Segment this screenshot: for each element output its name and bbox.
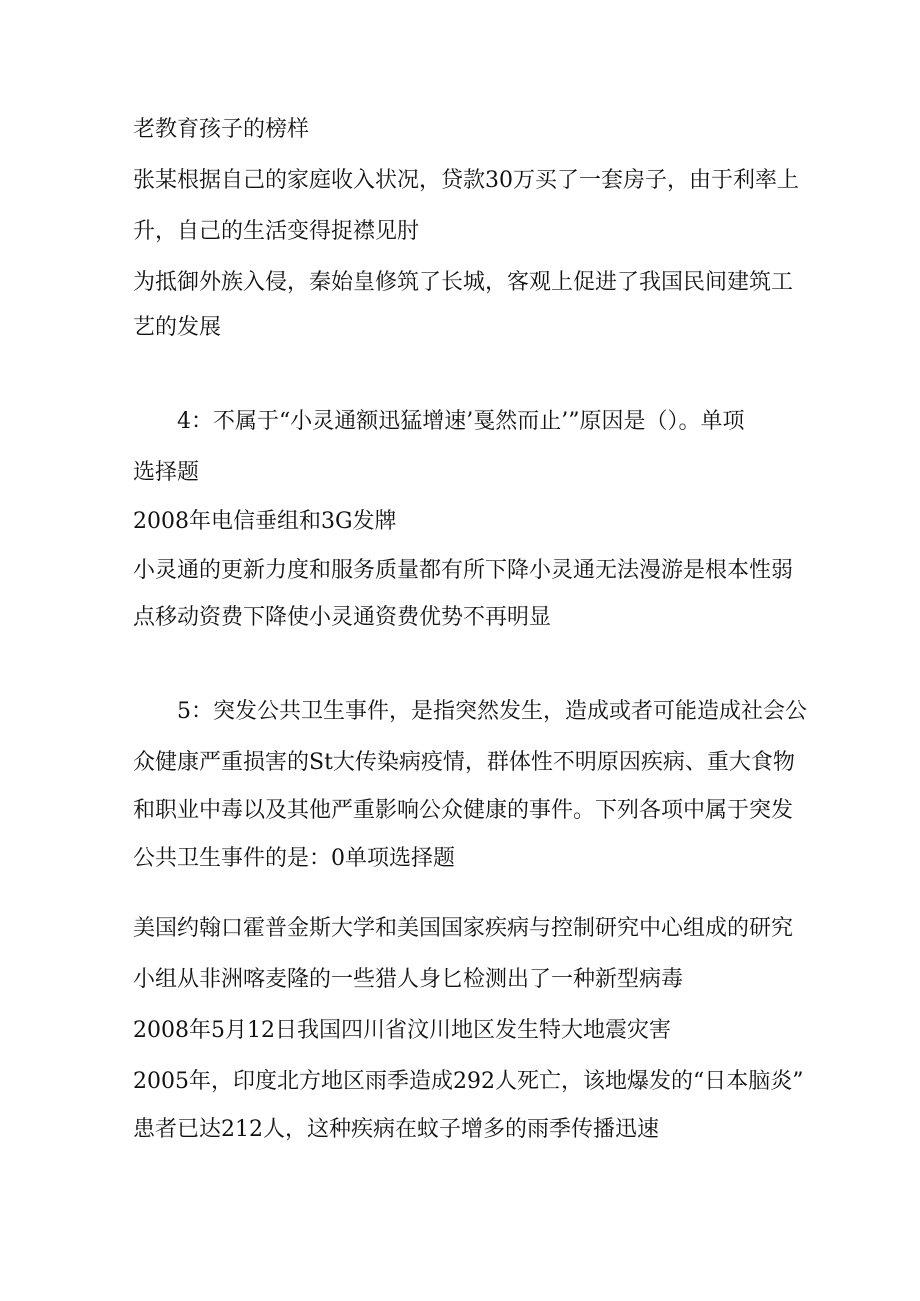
text-line: 和职业中毒以及其他严重影响公众健康的事件。下列各项中属于突发	[133, 798, 794, 823]
text-line: 为抵御外族入侵，秦始皇修筑了长城，客观上促进了我国民间建筑工	[133, 270, 794, 295]
option-line: 点移动资费下降使小灵通资费优势不再明显	[133, 605, 552, 630]
text-line: 张某根据自己的家庭收入状况，贷款30万买了一套房子，由于利率上	[133, 168, 799, 193]
option-line: 2008年5月12日我国四川省汶川地区发生特大地震灾害	[133, 1018, 671, 1043]
text-line: 升，自己的生活变得捉襟见肘	[133, 219, 420, 244]
option-line: 2005年，印度北方地区雨季造成292人死亡，该地爆发的“日本脑炎”	[133, 1069, 804, 1094]
question-4-line: 4：不属于“小灵通额迅猛增速’戛然而止’”原因是（）。单项	[177, 409, 745, 434]
option-line: 小组从非洲喀麦隆的一些猎人身匕检测出了一种新型病毒	[133, 967, 684, 992]
text-line: 公共卫生事件的是：0单项选择题	[133, 846, 455, 871]
text-line: 艺的发展	[133, 315, 222, 340]
option-line: 美国约翰口霍普金斯大学和美国国家疾病与控制研究中心组成的研究	[133, 916, 794, 941]
text-line: 众健康严重损害的St大传染病疫情，群体性不明原因疾病、重大食物	[133, 750, 795, 775]
question-5-line: 5：突发公共卫生事件，是指突然发生，造成或者可能造成社会公	[177, 699, 807, 724]
text-line: 选择题	[133, 460, 200, 485]
option-line: 2008年电信垂组和3G发牌	[133, 509, 397, 534]
option-line: 患者已达212人，这种疾病在蚊子增多的雨季传播迅速	[133, 1117, 659, 1142]
text-line: 老教育孩子的榜样	[133, 117, 310, 142]
option-line: 小灵通的更新力度和服务质量都有所下降小灵通无法漫游是根本性弱	[133, 558, 794, 583]
